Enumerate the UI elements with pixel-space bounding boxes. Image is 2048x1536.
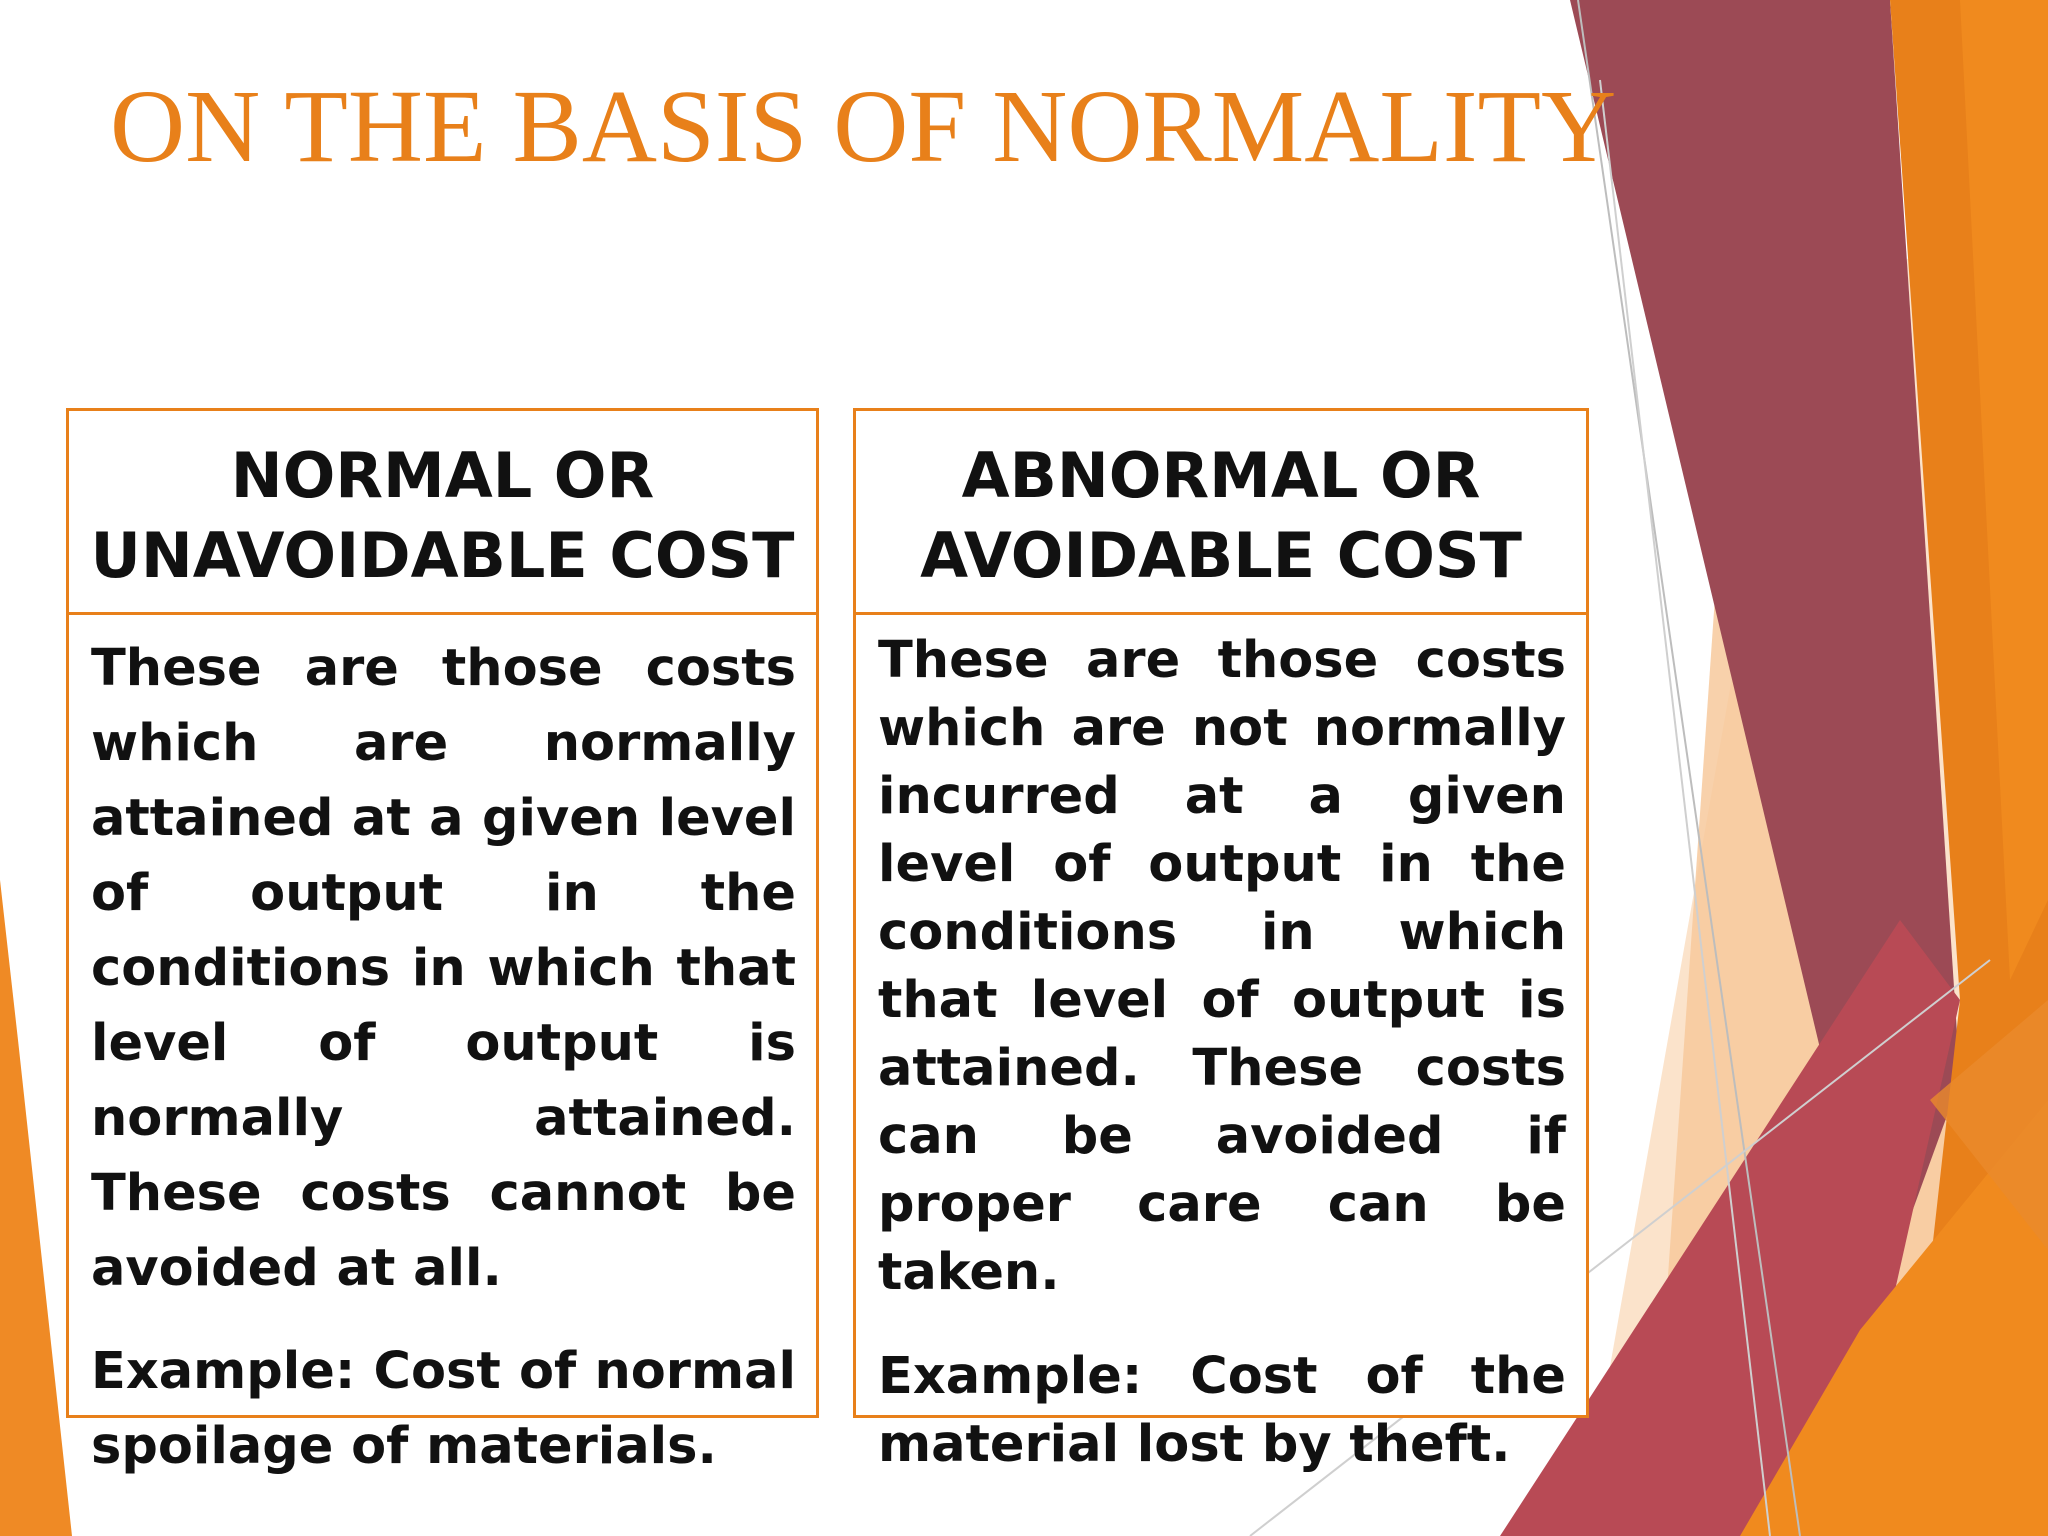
normal-cost-heading <box>69 411 816 615</box>
normal-cost-example: Example: Cost of normal spoilage of materials. <box>91 1342 796 1476</box>
abnormal-cost-heading <box>856 411 1586 615</box>
normal-cost-heading-line1: NORMAL OR <box>230 438 655 512</box>
normal-cost-heading-line2: UNAVOIDABLE COST <box>90 518 795 592</box>
abnormal-cost-heading-line1: ABNORMAL OR <box>961 438 1481 512</box>
abnormal-cost-body <box>856 615 1586 1479</box>
abnormal-cost-description: These are those costs which are not normally incurred at a given level of output in the conditions in which that level of output is attained. These costs can be avoided if proper care can be taken. <box>878 631 1566 1302</box>
normal-cost-body <box>69 615 816 1484</box>
slide-title: ON THE BASIS OF NORMALITY <box>110 69 1617 184</box>
normal-cost-box <box>66 408 819 1476</box>
normal-cost-description: These are those costs which are normally attained at a given level of output in the conditions in which that level of output is normally attained. These costs cannot be avoided at all. <box>91 639 796 1298</box>
abnormal-cost-example: Example: Cost of the material lost by theft. <box>878 1347 1566 1474</box>
abnormal-cost-heading-line2: AVOIDABLE COST <box>920 518 1522 592</box>
orange-sliver-left <box>0 880 72 1536</box>
abnormal-cost-box <box>853 408 1589 1474</box>
